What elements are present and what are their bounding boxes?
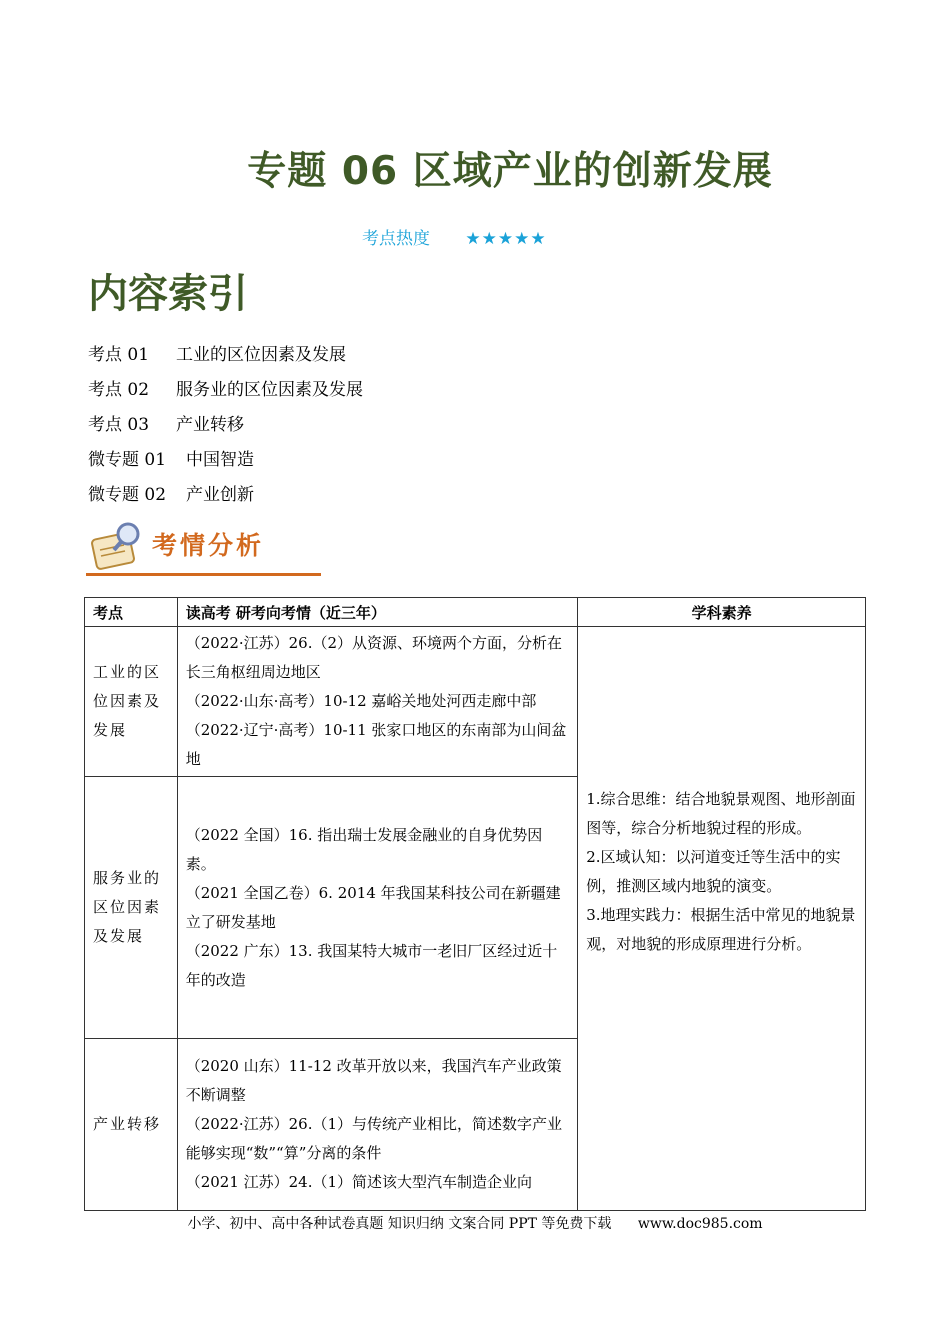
toc-text: 产业创新 xyxy=(186,485,254,505)
question-item: （2020 山东）11-12 改革开放以来，我国汽车产业政策不断调整 xyxy=(185,1057,562,1104)
questions-cell xyxy=(177,627,578,777)
question-item: （2022·山东·高考）10-12 嘉峪关地处河西走廊中部 xyxy=(185,692,537,710)
footer-text: 小学、初中、高中各种试卷真题 知识归纳 文案合同 PPT 等免费下载 xyxy=(187,1216,612,1232)
question-item: （2022·辽宁·高考）10-11 张家口地区的东南部为山间盆地 xyxy=(185,721,567,768)
banner-underline xyxy=(86,573,321,576)
toc-text: 服务业的区位因素及发展 xyxy=(176,380,363,400)
toc-key: 考点 02 xyxy=(88,380,150,400)
footer-url[interactable]: www.doc985.com xyxy=(637,1216,763,1232)
page-footer xyxy=(0,1213,950,1233)
literacy-item: 3.地理实践力：根据生活中常见的地貌景观，对地貌的形成原理进行分析。 xyxy=(586,906,856,953)
analysis-banner xyxy=(86,520,321,578)
toc-key: 考点 03 xyxy=(88,415,150,435)
question-item: （2022·江苏）26.（1）与传统产业相比，简述数字产业能够实现“数”“算”分离的条件 xyxy=(185,1115,563,1162)
toc-text: 中国智造 xyxy=(186,450,254,470)
questions-cell xyxy=(177,1039,578,1211)
star-rating-icon: ★★★★★ xyxy=(465,229,547,249)
toc-key: 考点 01 xyxy=(88,345,150,365)
index-heading: 内容索引 xyxy=(88,271,248,317)
area-cell: 产业转移 xyxy=(85,1039,178,1211)
toc-text: 工业的区位因素及发展 xyxy=(176,345,346,365)
table-header-row xyxy=(85,598,866,627)
toc-item xyxy=(88,408,363,443)
heat-rating xyxy=(362,224,547,249)
literacy-item: 2.区域认知：以河道变迁等生活中的实例，推测区域内地貌的演变。 xyxy=(586,848,841,895)
question-item: （2022 全国）16. 指出瑞士发展金融业的自身优势因素。 xyxy=(185,825,543,873)
heat-label: 考点热度 xyxy=(362,229,430,249)
exam-analysis-table xyxy=(84,597,866,1211)
header-area: 考点 xyxy=(85,598,178,627)
question-item: （2021 全国乙卷）6. 2014 年我国某科技公司在新疆建立了研发基地 xyxy=(185,883,561,931)
literacy-item: 1.综合思维：结合地貌景观图、地形剖面图等，综合分析地貌过程的形成。 xyxy=(586,790,856,837)
area-cell: 工业的区位因素及发展 xyxy=(85,627,178,777)
toc-item xyxy=(88,373,363,408)
literacy-cell xyxy=(578,627,866,1211)
notebook-magnifier-icon xyxy=(88,520,150,574)
question-item: （2021 江苏）24.（1）简述该大型汽车制造企业向 xyxy=(185,1173,533,1191)
questions-cell xyxy=(177,777,578,1039)
toc-text: 产业转移 xyxy=(176,415,244,435)
toc-item xyxy=(88,443,363,478)
toc-key: 微专题 02 xyxy=(88,485,167,505)
toc-item xyxy=(88,338,363,373)
toc-key: 微专题 01 xyxy=(88,450,167,470)
header-questions: 读高考 研考向考情（近三年） xyxy=(177,598,578,627)
table-row xyxy=(85,627,866,777)
page-title: 专题 06 区域产业的创新发展 xyxy=(247,149,773,194)
question-item: （2022 广东）13. 我国某特大城市一老旧厂区经过近十年的改造 xyxy=(185,941,558,989)
banner-title: 考情分析 xyxy=(152,531,265,560)
area-cell: 服务业的区位因素及发展 xyxy=(85,777,178,1039)
toc-item xyxy=(88,478,363,513)
header-literacy: 学科素养 xyxy=(578,598,866,627)
question-item: （2022·江苏）26.（2）从资源、环境两个方面，分析在长三角枢纽周边地区 xyxy=(185,634,563,681)
table-of-contents xyxy=(88,338,363,513)
